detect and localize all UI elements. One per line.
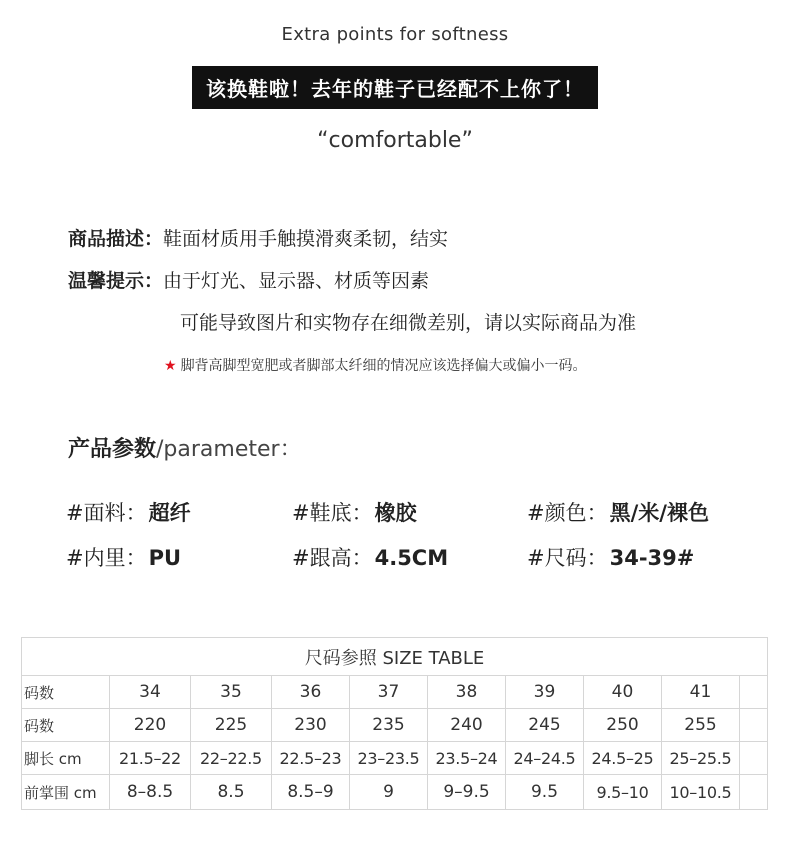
- table-cell: 8.5: [191, 775, 272, 810]
- empty-cell: [740, 676, 768, 709]
- table-cell: 255: [662, 709, 740, 742]
- table-cell: 38: [428, 676, 506, 709]
- table-cell: 225: [191, 709, 272, 742]
- param-label: #跟高：: [292, 546, 373, 570]
- banner-wrap: [0, 66, 790, 109]
- table-cell: 23–23.5: [350, 742, 428, 775]
- row-label: 码数: [22, 709, 110, 742]
- empty-cell: [740, 742, 768, 775]
- row-label: 码数: [22, 676, 110, 709]
- table-cell: 21.5–22: [110, 742, 191, 775]
- tip-row-2: [180, 308, 636, 335]
- table-cell: 40: [584, 676, 662, 709]
- param-value: 超纤: [148, 501, 191, 525]
- param-lining: [66, 542, 181, 572]
- size-note: [164, 355, 587, 375]
- param-material: [66, 497, 191, 527]
- table-cell: 37: [350, 676, 428, 709]
- table-cell: 24–24.5: [506, 742, 584, 775]
- tip-text-1: 由于灯光、显示器、材质等因素: [163, 270, 430, 292]
- size-table: [21, 637, 768, 810]
- table-cell: 8.5–9: [272, 775, 350, 810]
- subtitle-en: Extra points for softness: [281, 24, 509, 45]
- table-cell: 8–8.5: [110, 775, 191, 810]
- description-label: 商品描述：: [68, 228, 164, 250]
- table-cell: 245: [506, 709, 584, 742]
- table-cell: 9.5: [506, 775, 584, 810]
- table-row: [22, 709, 768, 742]
- param-value: PU: [148, 546, 182, 570]
- table-cell: 250: [584, 709, 662, 742]
- tip-row: [68, 266, 429, 293]
- table-cell: 25–25.5: [662, 742, 740, 775]
- table-cell: 9: [350, 775, 428, 810]
- table-row: [22, 742, 768, 775]
- parameter-title-cn: 产品参数: [68, 437, 157, 462]
- table-row: [22, 775, 768, 810]
- tip-label: 温馨提示：: [68, 270, 164, 292]
- param-label: #面料：: [66, 501, 147, 525]
- table-cell: 9.5–10: [584, 775, 662, 810]
- size-note-text: 脚背高脚型宽肥或者脚部太纤细的情况应该选择偏大或偏小一码。: [180, 358, 587, 374]
- param-value: 黑/米/裸色: [609, 501, 709, 525]
- table-cell: 39: [506, 676, 584, 709]
- table-row: [22, 676, 768, 709]
- table-cell: 10–10.5: [662, 775, 740, 810]
- table-cell: 235: [350, 709, 428, 742]
- row-label: 前掌围 cm: [22, 775, 110, 810]
- table-cell: 9–9.5: [428, 775, 506, 810]
- headline-banner: 该换鞋啦！去年的鞋子已经配不上你了！: [192, 66, 598, 109]
- table-cell: 34: [110, 676, 191, 709]
- table-cell: 22–22.5: [191, 742, 272, 775]
- product-description-row: [68, 224, 448, 251]
- param-label: #内里：: [66, 546, 147, 570]
- size-table-caption: 尺码参照 SIZE TABLE: [22, 638, 768, 676]
- param-value: 橡胶: [374, 501, 417, 525]
- description-text: 鞋面材质用手触摸滑爽柔韧，结实: [163, 228, 449, 250]
- row-label: 脚长 cm: [22, 742, 110, 775]
- empty-cell: [740, 709, 768, 742]
- table-cell: 35: [191, 676, 272, 709]
- param-value: 34-39#: [609, 546, 695, 570]
- param-label: #尺码：: [527, 546, 608, 570]
- param-label: #鞋底：: [292, 501, 373, 525]
- table-cell: 220: [110, 709, 191, 742]
- param-value: 4.5CM: [374, 546, 449, 570]
- table-cell: 240: [428, 709, 506, 742]
- param-label: #颜色：: [527, 501, 608, 525]
- table-cell: 41: [662, 676, 740, 709]
- param-size: [527, 542, 694, 572]
- empty-cell: [740, 775, 768, 810]
- param-heel-height: [292, 542, 448, 572]
- table-cell: 36: [272, 676, 350, 709]
- comfortable-quote: “comfortable”: [317, 128, 473, 153]
- param-sole: [292, 497, 417, 527]
- table-cell: 230: [272, 709, 350, 742]
- star-icon: ★: [164, 358, 177, 374]
- param-color: [527, 497, 709, 527]
- parameter-title: [68, 432, 302, 463]
- table-cell: 22.5–23: [272, 742, 350, 775]
- tip-text-2: 可能导致图片和实物存在细微差别，请以实际商品为准: [180, 312, 637, 334]
- table-cell: 24.5–25: [584, 742, 662, 775]
- table-cell: 23.5–24: [428, 742, 506, 775]
- parameter-title-en: /parameter：: [156, 437, 302, 462]
